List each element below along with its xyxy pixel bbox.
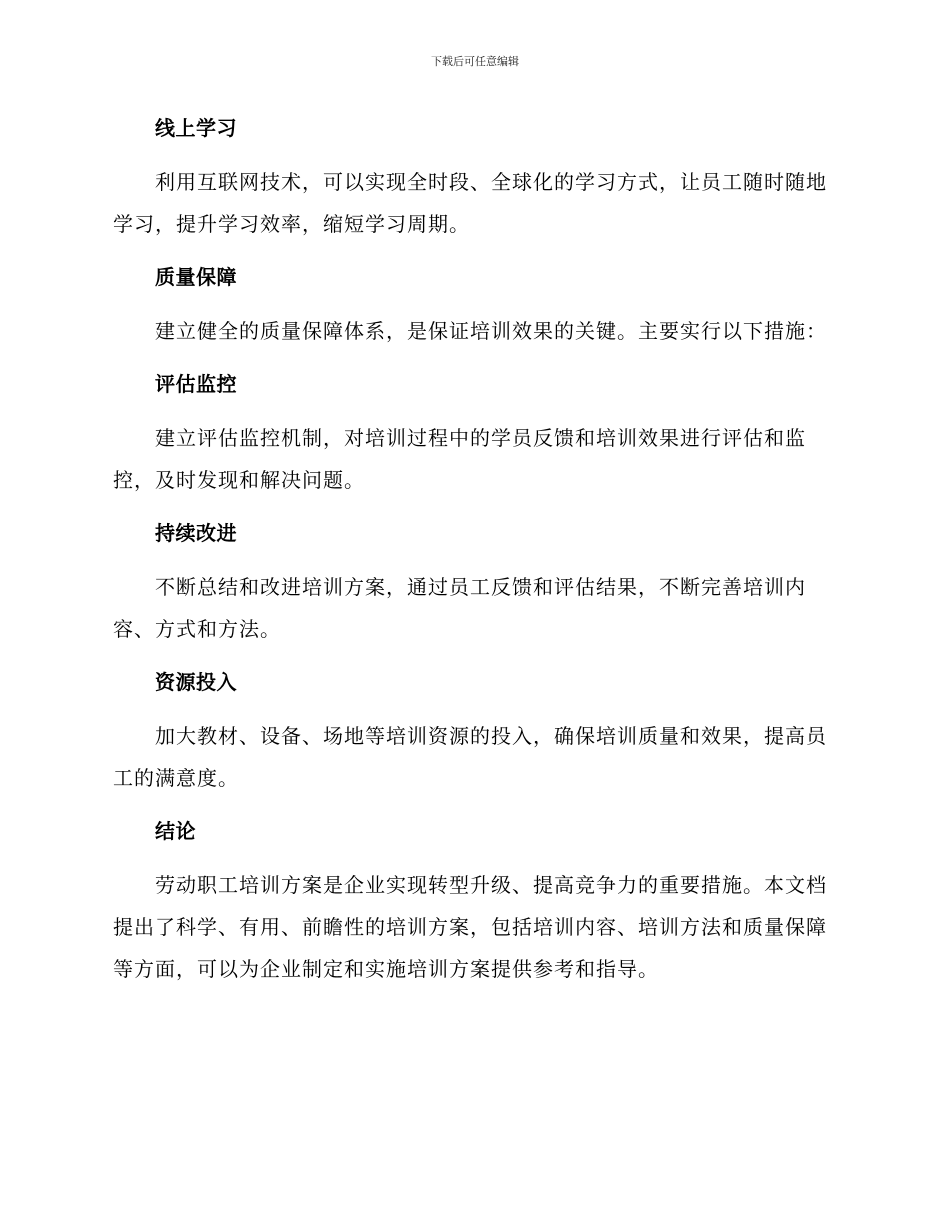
section-heading: 线上学习 (155, 116, 237, 140)
section-heading: 质量保障 (155, 265, 237, 289)
section-heading: 结论 (155, 819, 196, 843)
section-paragraph: 不断总结和改进培训方案，通过员工反馈和评估结果，不断完善培训内容、方式和方法。 (113, 575, 806, 641)
section-resource-investment (113, 662, 831, 811)
page-header-note: 下载后可任意编辑 (431, 55, 519, 68)
section-heading: 评估监控 (155, 372, 237, 396)
section-quality-assurance (113, 257, 831, 364)
section-heading: 资源投入 (155, 670, 237, 694)
section-paragraph: 建立健全的质量保障体系，是保证培训效果的关键。主要实行以下措施： (155, 319, 827, 343)
section-paragraph: 加大教材、设备、场地等培训资源的投入，确保培训质量和效果，提高员工的满意度。 (113, 724, 827, 790)
section-paragraph: 利用互联网技术，可以实现全时段、全球化的学习方式，让员工随时随地学习，提升学习效率，缩短学习周期。 (113, 170, 827, 236)
section-heading: 持续改进 (155, 521, 237, 545)
section-evaluation-monitoring (113, 364, 831, 513)
section-conclusion (113, 811, 831, 990)
section-paragraph: 建立评估监控机制，对培训过程中的学员反馈和培训效果进行评估和监控，及时发现和解决问题。 (113, 426, 806, 492)
section-online-learning (113, 108, 831, 257)
document-body (113, 108, 831, 990)
section-paragraph: 劳动职工培训方案是企业实现转型升级、提高竞争力的重要措施。本文档提出了科学、有用、前瞻性的培训方案，包括培训内容、培训方法和质量保障等方面，可以为企业制定和实施培训方案提供参考和指导。 (113, 873, 827, 981)
section-continuous-improvement (113, 513, 831, 662)
